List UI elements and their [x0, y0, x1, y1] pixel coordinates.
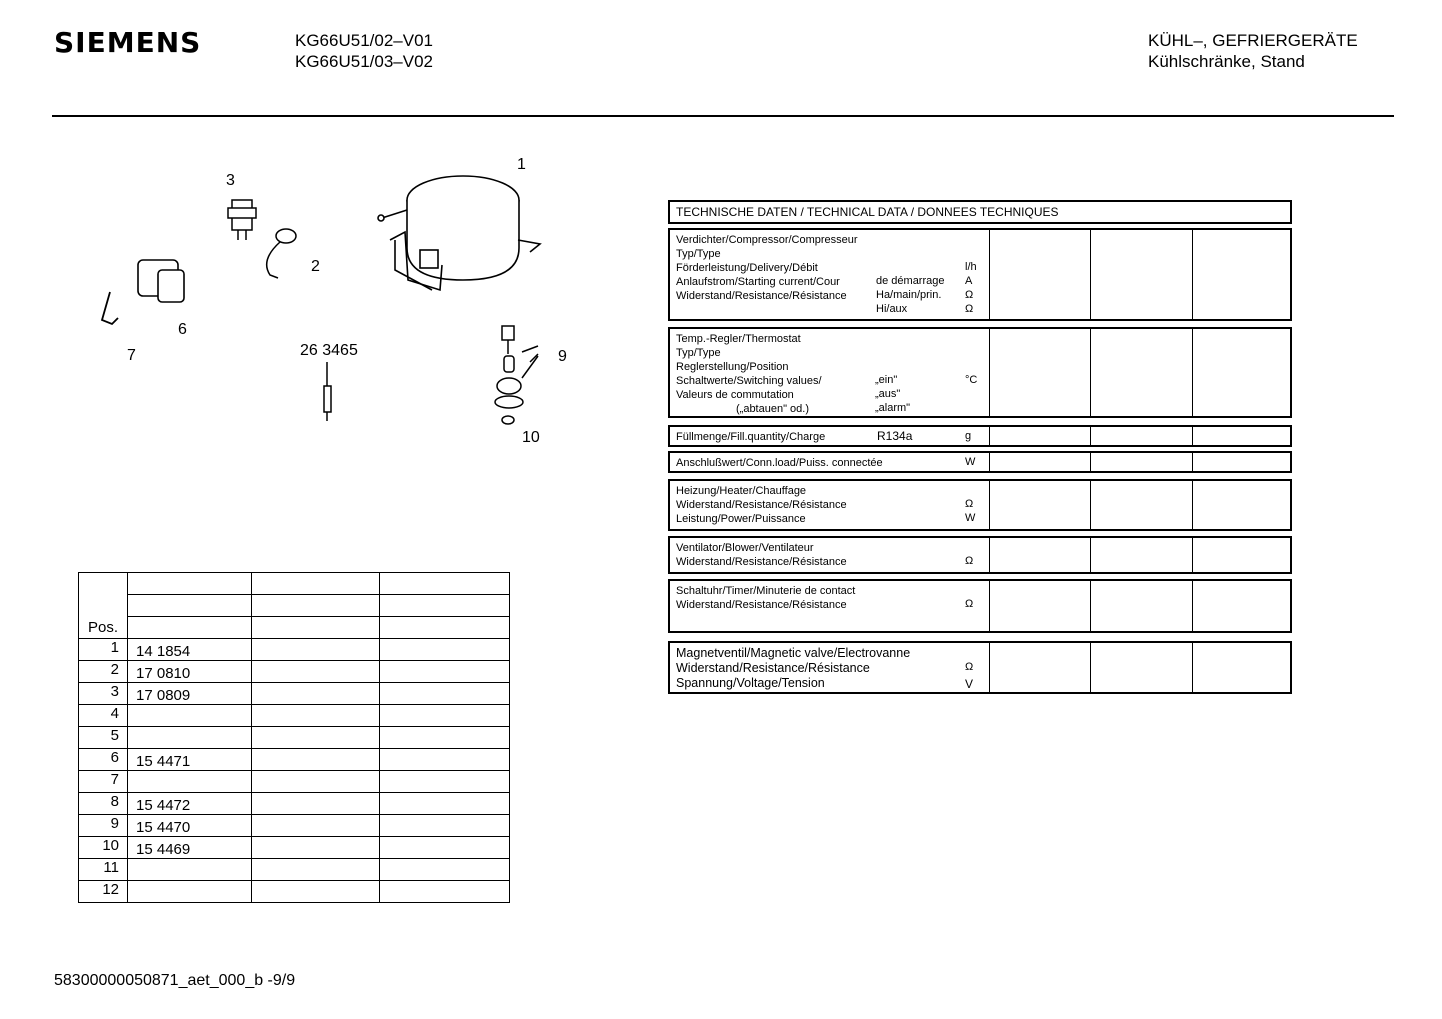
extra-label: „aus"	[875, 388, 901, 400]
section-label: Typ/Type	[676, 347, 721, 359]
exploded-parts-drawing	[60, 140, 600, 450]
part-number-cell	[128, 727, 252, 749]
empty-cell	[380, 705, 510, 727]
pos-cell: 8	[79, 793, 128, 815]
part-number-cell: 17 0809	[128, 683, 252, 705]
empty-cell	[252, 837, 380, 859]
table-row	[79, 661, 510, 683]
callout-label: 26 3465	[300, 342, 358, 359]
relay-drawing	[228, 200, 256, 240]
unit-label: V	[965, 677, 974, 691]
compressor-drawing	[378, 176, 540, 290]
refrigerant-label: R134a	[877, 429, 913, 443]
section-label: Widerstand/Resistance/Résistance	[676, 499, 847, 511]
empty-cell	[252, 881, 380, 903]
extra-label: Hi/aux	[876, 303, 908, 315]
part-number-cell: 15 4471	[128, 749, 252, 771]
table-row	[79, 727, 510, 749]
table-row	[79, 815, 510, 837]
section-label: Widerstand/Resistance/Résistance	[676, 290, 847, 302]
pos-cell: 2	[79, 661, 128, 683]
blower-section	[668, 536, 1292, 574]
pos-cell: 4	[79, 705, 128, 727]
compressor-section	[668, 228, 1292, 321]
pos-cell: 12	[79, 881, 128, 903]
magnetic-valve-section	[668, 641, 1292, 694]
table-row	[79, 705, 510, 727]
section-label: Heizung/Heater/Chauffage	[676, 485, 807, 497]
part-number-cell: 15 4472	[128, 793, 252, 815]
extra-label: de démarrage	[876, 275, 945, 287]
heater-section	[668, 479, 1292, 531]
empty-cell	[252, 727, 380, 749]
part-number-cell: 17 0810	[128, 661, 252, 683]
empty-cell	[252, 771, 380, 793]
fill-quantity-section	[668, 425, 1292, 447]
unit-label: A	[965, 275, 973, 287]
extra-label: Ha/main/prin.	[876, 289, 942, 301]
pos-cell: 3	[79, 683, 128, 705]
unit-label: W	[965, 512, 976, 524]
extra-label: „ein"	[875, 374, 898, 386]
empty-cell	[380, 727, 510, 749]
section-label: Schaltwerte/Switching values/	[676, 375, 822, 387]
unit-label: Ω	[965, 303, 974, 315]
empty-cell	[380, 749, 510, 771]
overload-protector-drawing	[267, 229, 296, 278]
table-row	[79, 793, 510, 815]
empty-cell	[252, 793, 380, 815]
category-subtitle: Kühlschränke, Stand	[1148, 52, 1305, 71]
empty-cell	[252, 859, 380, 881]
header-divider	[52, 115, 1394, 117]
callout-label: 9	[558, 348, 567, 365]
mounting-grommet-drawing	[495, 326, 538, 408]
unit-label: °C	[965, 374, 978, 386]
empty-cell	[252, 749, 380, 771]
category-title: KÜHL–, GEFRIERGERÄTE	[1148, 31, 1358, 50]
part-number-cell: 15 4470	[128, 815, 252, 837]
empty-cell	[380, 793, 510, 815]
empty-cell	[380, 683, 510, 705]
section-label: Valeurs de commutation	[676, 389, 794, 401]
section-label: Füllmenge/Fill.quantity/Charge	[676, 431, 826, 443]
unit-label: Ω	[965, 498, 974, 510]
brand-logo: SIEMENS	[54, 26, 202, 59]
callout-label: 1	[517, 156, 526, 173]
thermostat-section	[668, 327, 1292, 418]
callout-label: 7	[127, 347, 136, 364]
section-label: Anschlußwert/Conn.load/Puiss. connectée	[676, 457, 883, 469]
unit-label: W	[965, 456, 976, 468]
pos-cell: 9	[79, 815, 128, 837]
section-label: Widerstand/Resistance/Résistance	[676, 556, 847, 568]
table-row	[79, 837, 510, 859]
empty-cell	[252, 705, 380, 727]
part-number-cell: 15 4469	[128, 837, 252, 859]
callout-label: 10	[522, 429, 540, 446]
document-id: 58300000050871_aet_000_b -9/9	[54, 972, 296, 989]
section-label: Schaltuhr/Timer/Minuterie de contact	[676, 585, 856, 597]
part-number-cell	[128, 705, 252, 727]
section-label: Anlaufstrom/Starting current/Cour	[676, 276, 840, 288]
empty-cell	[380, 837, 510, 859]
empty-cell	[380, 639, 510, 661]
section-label: Temp.-Regler/Thermostat	[676, 333, 801, 345]
callout-label: 2	[311, 258, 320, 275]
retaining-clip-drawing	[102, 292, 118, 324]
callout-label: 3	[226, 172, 235, 189]
section-label: Magnetventil/Magnetic valve/Electrovanne	[676, 646, 911, 660]
pos-cell: 1	[79, 639, 128, 661]
section-label: („abtauen" od.)	[736, 403, 810, 415]
empty-cell	[380, 859, 510, 881]
section-label: Widerstand/Resistance/Résistance	[676, 599, 847, 611]
model-number: KG66U51/03–V02	[295, 52, 433, 71]
section-label: Förderleistung/Delivery/Débit	[676, 262, 818, 274]
section-label: Leistung/Power/Puissance	[676, 513, 806, 525]
empty-cell	[380, 815, 510, 837]
table-row	[79, 771, 510, 793]
section-label: Spannung/Voltage/Tension	[676, 676, 825, 690]
connected-load-section	[668, 451, 1292, 473]
pos-cell: 7	[79, 771, 128, 793]
table-row	[79, 749, 510, 771]
pos-header: Pos.	[79, 573, 128, 639]
empty-cell	[252, 639, 380, 661]
table-row	[79, 639, 510, 661]
unit-label: Ω	[965, 661, 974, 673]
pos-cell: 11	[79, 859, 128, 881]
empty-cell	[252, 683, 380, 705]
pos-cell: 10	[79, 837, 128, 859]
part-number-cell	[128, 859, 252, 881]
part-number-cell	[128, 771, 252, 793]
part-number-cell	[128, 881, 252, 903]
empty-cell	[252, 815, 380, 837]
section-label: Widerstand/Resistance/Résistance	[676, 661, 870, 675]
unit-label: Ω	[965, 289, 974, 301]
tech-data-title: TECHNISCHE DATEN / TECHNICAL DATA / DONNEES TECHNIQUES	[668, 200, 1292, 224]
parts-table	[78, 572, 510, 903]
filter-drier-drawing	[324, 362, 331, 421]
unit-label: Ω	[965, 598, 974, 610]
table-row	[79, 683, 510, 705]
pos-cell: 5	[79, 727, 128, 749]
unit-label: Ω	[965, 555, 974, 567]
unit-label: g	[965, 430, 972, 442]
empty-cell	[252, 661, 380, 683]
empty-cell	[380, 771, 510, 793]
terminal-cover-drawing	[138, 260, 184, 302]
section-label: Reglerstellung/Position	[676, 361, 789, 373]
pos-cell: 6	[79, 749, 128, 771]
table-row	[79, 881, 510, 903]
part-number-cell: 14 1854	[128, 639, 252, 661]
section-label: Typ/Type	[676, 248, 721, 260]
timer-section	[668, 579, 1292, 633]
extra-label: „alarm"	[875, 402, 911, 414]
section-label: Ventilator/Blower/Ventilateur	[676, 542, 814, 554]
empty-cell	[380, 881, 510, 903]
nut-drawing	[502, 416, 514, 424]
table-row	[79, 859, 510, 881]
empty-cell	[380, 661, 510, 683]
section-label: Verdichter/Compressor/Compresseur	[676, 234, 858, 246]
model-number: KG66U51/02–V01	[295, 31, 433, 50]
callout-label: 6	[178, 321, 187, 338]
unit-label: l/h	[965, 261, 977, 273]
